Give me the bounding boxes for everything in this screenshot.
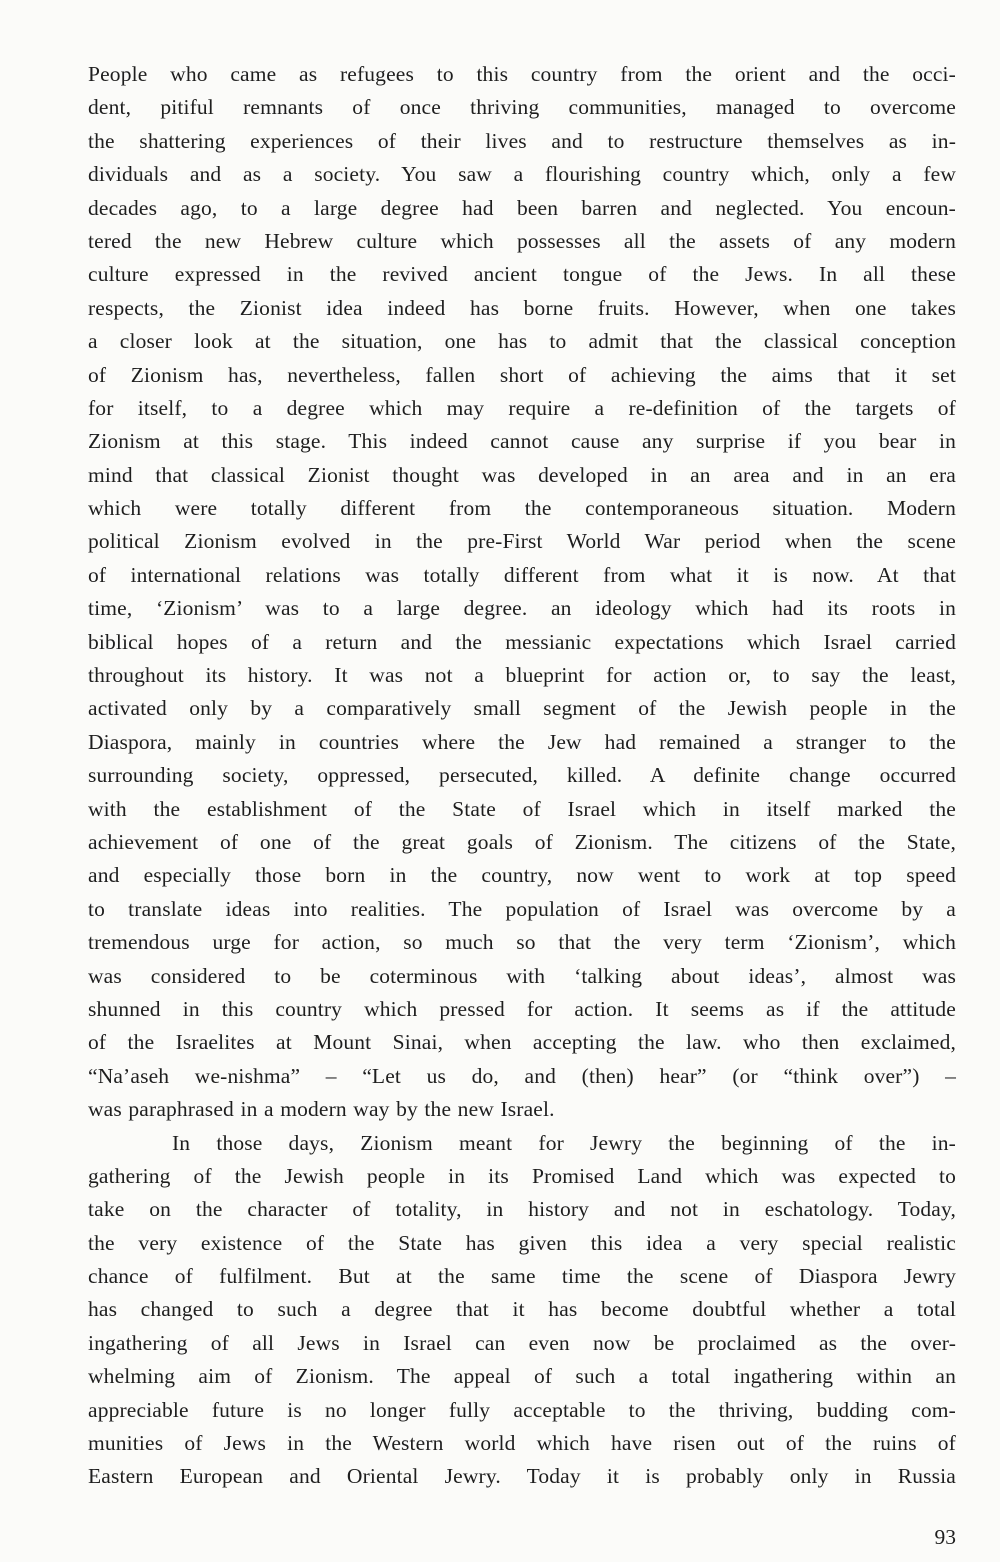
text-line: with the establishment of the State of Israel which in itself marked the [88, 796, 956, 821]
text-line: of Zionism has, nevertheless, fallen short of achieving the aims that it set [88, 362, 956, 387]
text-line: throughout its history. It was not a blueprint for action or, to say the least, [88, 663, 956, 688]
text-line: take on the character of totality, in history and not in eschatology. Today, [88, 1197, 956, 1222]
text-line: Zionism at this stage. This indeed cannot cause any surprise if you bear in [88, 429, 956, 454]
paragraph [88, 1127, 956, 1494]
text-line: Diaspora, mainly in countries where the Jew had remained a stranger to the [88, 729, 956, 754]
text-line: whelming aim of Zionism. The appeal of such a total ingathering within an [88, 1364, 956, 1389]
text-line: a closer look at the situation, one has to admit that the classical conception [88, 329, 956, 354]
page-number: 93 [934, 1525, 956, 1549]
text-line: has changed to such a degree that it has become doubtful whether a total [88, 1297, 956, 1322]
text-line: culture expressed in the revived ancient tongue of the Jews. In all these [88, 262, 956, 287]
body-text [88, 58, 956, 1494]
text-line: political Zionism evolved in the pre-First World War period when the scene [88, 529, 956, 554]
text-line: activated only by a comparatively small segment of the Jewish people in the [88, 696, 956, 721]
text-line: for itself, to a degree which may require a re-definition of the targets of [88, 395, 956, 420]
text-line: of the Israelites at Mount Sinai, when accepting the law. who then exclaimed, [88, 1030, 956, 1055]
text-line: the very existence of the State has given this idea a very special realistic [88, 1230, 956, 1255]
text-line: decades ago, to a large degree had been barren and neglected. You encoun- [88, 195, 956, 220]
text-line: chance of fulfilment. But at the same time the scene of Diaspora Jewry [88, 1264, 956, 1289]
text-line: was paraphrased in a modern way by the new Israel. [88, 1097, 555, 1122]
text-line: “Na’aseh we-nishma” – “Let us do, and (then) hear” (or “think over”) – [88, 1063, 956, 1088]
text-line: tered the new Hebrew culture which possesses all the assets of any modern [88, 228, 956, 253]
text-line: time, ‘Zionism’ was to a large degree. an ideology which had its roots in [88, 596, 956, 621]
text-line: and especially those born in the country, now went to work at top speed [88, 863, 956, 888]
text-line: People who came as refugees to this country from the orient and the occi- [88, 62, 956, 86]
text-line: which were totally different from the contemporaneous situation. Modern [88, 496, 956, 521]
text-line: the shattering experiences of their lives and to restructure themselves as in- [88, 128, 956, 153]
text-line: of international relations was totally different from what it is now. At that [88, 562, 956, 587]
text-line: Eastern European and Oriental Jewry. Today it is probably only in Russia [88, 1464, 956, 1489]
paragraph [88, 58, 956, 1127]
text-line: respects, the Zionist idea indeed has borne fruits. However, when one takes [88, 295, 956, 320]
text-line: achievement of one of the great goals of Zionism. The citizens of the State, [88, 829, 956, 854]
text-line: ingathering of all Jews in Israel can even now be proclaimed as the over- [88, 1330, 956, 1355]
text-line: tremendous urge for action, so much so that the very term ‘Zionism’, which [88, 930, 956, 955]
text-line: dent, pitiful remnants of once thriving communities, managed to overcome [88, 95, 956, 120]
text-line: In those days, Zionism meant for Jewry the beginning of the in- [172, 1130, 956, 1155]
text-line: munities of Jews in the Western world which have risen out of the ruins of [88, 1431, 956, 1456]
text-line: was considered to be coterminous with ‘talking about ideas’, almost was [88, 963, 956, 988]
text-line: to translate ideas into realities. The population of Israel was overcome by a [88, 896, 956, 921]
text-line: gathering of the Jewish people in its Promised Land which was expected to [88, 1163, 956, 1188]
text-line: surrounding society, oppressed, persecuted, killed. A definite change occurred [88, 763, 956, 788]
text-line: biblical hopes of a return and the messianic expectations which Israel carried [88, 629, 956, 654]
text-line: appreciable future is no longer fully acceptable to the thriving, budding com- [88, 1397, 956, 1422]
text-line: mind that classical Zionist thought was developed in an area and in an era [88, 462, 956, 487]
text-line: shunned in this country which pressed for action. It seems as if the attitude [88, 996, 956, 1021]
text-line: dividuals and as a society. You saw a flourishing country which, only a few [88, 162, 956, 187]
